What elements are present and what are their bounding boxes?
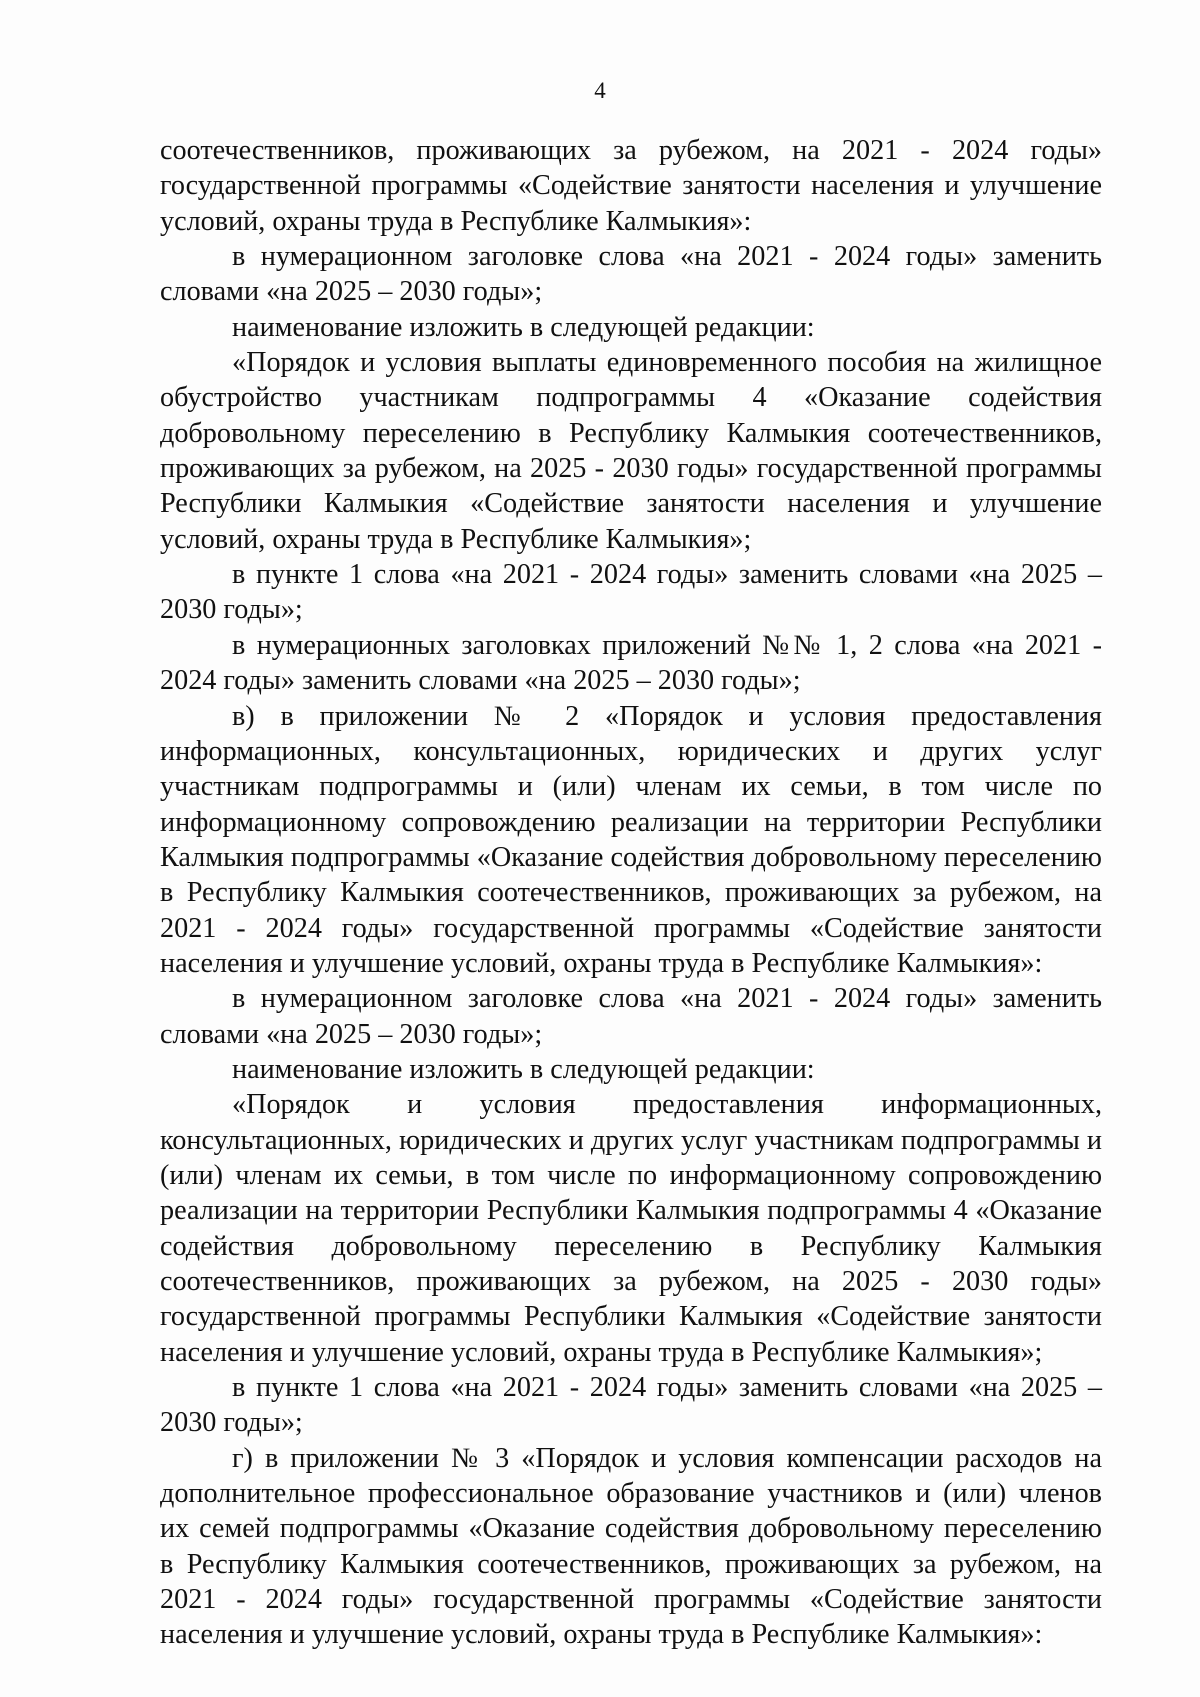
paragraph: в) в приложении № 2 «Порядок и условия предоставления информационных, консультационных, юридических и других услуг участникам подпрограммы и (или) членам их семьи, в том числе по информационному сопровождению реализации на территории Республики Калмыкия подпрограммы «Оказание содействия добровольному переселению в Республику Калмыкия соотечественников, проживающих за рубежом, на 2021 - 2024 годы» государственной программы «Содействие занятости населения и улучшение условий, охраны труда в Республике Калмыкия»:	[160, 700, 1102, 979]
page-number: 4	[594, 78, 606, 103]
document-body	[160, 133, 1102, 1653]
paragraph: в нумерационном заголовке слова «на 2021 - 2024 годы» заменить словами «на 2025 – 2030 годы»;	[160, 241, 1102, 308]
paragraph: наименование изложить в следующей редакции:	[232, 1053, 815, 1085]
paragraph: в нумерационном заголовке слова «на 2021 - 2024 годы» заменить словами «на 2025 – 2030 годы»;	[160, 983, 1102, 1050]
paragraph: в пункте 1 слова «на 2021 - 2024 годы» заменить словами «на 2025 – 2030 годы»;	[160, 1372, 1102, 1439]
paragraph: в нумерационных заголовках приложений №№ 1, 2 слова «на 2021 - 2024 годы» заменить словами «на 2025 – 2030 годы»;	[160, 629, 1102, 697]
paragraph: г) в приложении № 3 «Порядок и условия компенсации расходов на дополнительное профессиональное образование участников и (или) членов их семей подпрограммы «Оказание содействия добровольному переселению в Республику Калмыкия соотечественников, проживающих за рубежом, на 2021 - 2024 годы» государственной программы «Содействие занятости населения и улучшение условий, охраны труда в Республике Калмыкия»:	[160, 1442, 1102, 1651]
paragraph: «Порядок и условия предоставления информационных, консультационных, юридических и других услуг участникам подпрограммы и (или) членам их семьи, в том числе по информационному сопровождению реализации на территории Республики Калмыкия подпрограммы 4 «Оказание содействия добровольному переселению в Республику Калмыкия соотечественников, проживающих за рубежом, на 2025 - 2030 годы» государственной программы Республики Калмыкия «Содействие занятости населения и улучшение условий, охраны труда в Республике Калмыкия»;	[160, 1089, 1102, 1368]
paragraph: наименование изложить в следующей редакции:	[232, 311, 815, 343]
paragraph: соотечественников, проживающих за рубежом, на 2021 - 2024 годы» государственной программы «Содействие занятости населения и улучшение условий, охраны труда в Республике Калмыкия»:	[160, 135, 1102, 237]
paragraph: в пункте 1 слова «на 2021 - 2024 годы» заменить словами «на 2025 – 2030 годы»;	[160, 559, 1102, 626]
paragraph: «Порядок и условия выплаты единовременного пособия на жилищное обустройство участникам подпрограммы 4 «Оказание содействия добровольному переселению в Республику Калмыкия соотечественников, проживающих за рубежом, на 2025 - 2030 годы» государственной программы Республики Калмыкия «Содействие занятости населения и улучшение условий, охраны труда в Республике Калмыкия»;	[160, 347, 1102, 555]
